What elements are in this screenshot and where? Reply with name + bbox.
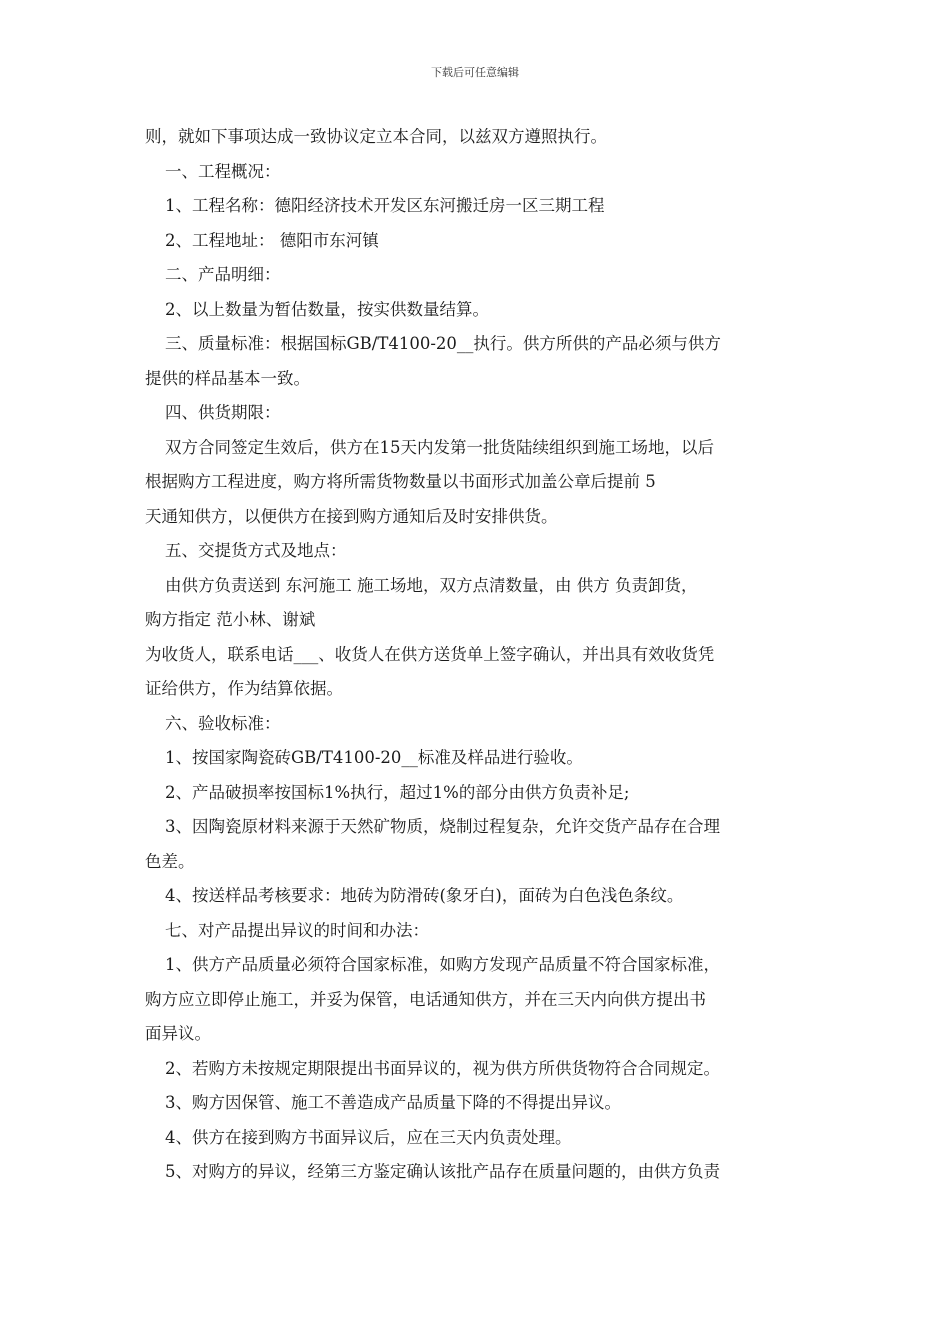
paragraph-line: 根据购方工程进度，购方将所需货物数量以书面形式加盖公章后提前 5 (145, 472, 656, 491)
paragraph-line: 3、因陶瓷原材料来源于天然矿物质，烧制过程复杂，允许交货产品存在合理 (165, 817, 720, 836)
paragraph-line: 双方合同签定生效后，供方在15天内发第一批货陆续组织到施工场地，以后 (165, 437, 714, 457)
section-heading-delivery: 五、交提货方式及地点： (165, 541, 347, 560)
paragraph-line: 证给供方，作为结算依据。 (145, 679, 343, 698)
paragraph-line: 1、工程名称：德阳经济技术开发区东河搬迁房一区三期工程 (165, 196, 605, 215)
paragraph-line: 1、供方产品质量必须符合国家标准，如购方发现产品质量不符合国家标准， (165, 955, 720, 974)
paragraph-line: 2、工程地址： 德阳市东河镇 (165, 230, 379, 250)
paragraph-line: 1、按国家陶瓷砖GB/T4100-20__标准及样品进行验收。 (165, 748, 583, 767)
paragraph-line: 购方指定 范小林、谢斌 (145, 610, 316, 629)
paragraph-line: 3、购方因保管、施工不善造成产品质量下降的不得提出异议。 (165, 1093, 621, 1112)
section-heading-objections: 七、对产品提出异议的时间和办法： (165, 920, 429, 940)
paragraph-line: 由供方负责送到 东河施工 施工场地，双方点清数量，由 供方 负责卸货， (165, 575, 698, 595)
section-heading-supply-period: 四、供货期限： (165, 403, 281, 422)
paragraph-line: 2、若购方未按规定期限提出书面异议的，视为供方所供货物符合合同规定。 (165, 1058, 720, 1078)
paragraph-line: 4、供方在接到购方书面异议后，应在三天内负责处理。 (165, 1127, 572, 1147)
paragraph-line: 2、以上数量为暂估数量，按实供数量结算。 (165, 299, 489, 319)
section-heading-acceptance-standard: 六、验收标准： (165, 713, 281, 733)
paragraph-line: 天通知供方，以便供方在接到购方通知后及时安排供货。 (145, 506, 558, 526)
document-body (145, 120, 810, 1190)
paragraph-line: 则，就如下事项达成一致协议定立本合同，以兹双方遵照执行。 (145, 127, 607, 146)
page-header-note: 下载后可任意编辑 (431, 66, 519, 79)
paragraph-line: 面异议。 (145, 1024, 211, 1043)
section-heading-project-overview: 一、工程概况： (165, 161, 281, 181)
paragraph-line: 4、按送样品考核要求：地砖为防滑砖(象牙白)，面砖为白色浅色条纹。 (165, 886, 684, 905)
section-heading-quality-standard: 三、质量标准：根据国标GB/T4100-20__执行。供方所供的产品必须与供方 (165, 334, 721, 353)
paragraph-line: 提供的样品基本一致。 (145, 368, 310, 388)
paragraph-line: 5、对购方的异议，经第三方鉴定确认该批产品存在质量问题的，由供方负责 (165, 1162, 720, 1181)
paragraph-line: 为收货人，联系电话___、收货人在供方送货单上签字确认，并出具有效收货凭 (145, 644, 715, 664)
paragraph-line: 购方应立即停止施工，并妥为保管，电话通知供方，并在三天内向供方提出书 (145, 989, 706, 1009)
section-heading-product-details: 二、产品明细： (165, 265, 281, 284)
paragraph-line: 色差。 (145, 851, 195, 871)
paragraph-line: 2、产品破损率按国标1%执行，超过1%的部分由供方负责补足; (165, 782, 630, 802)
